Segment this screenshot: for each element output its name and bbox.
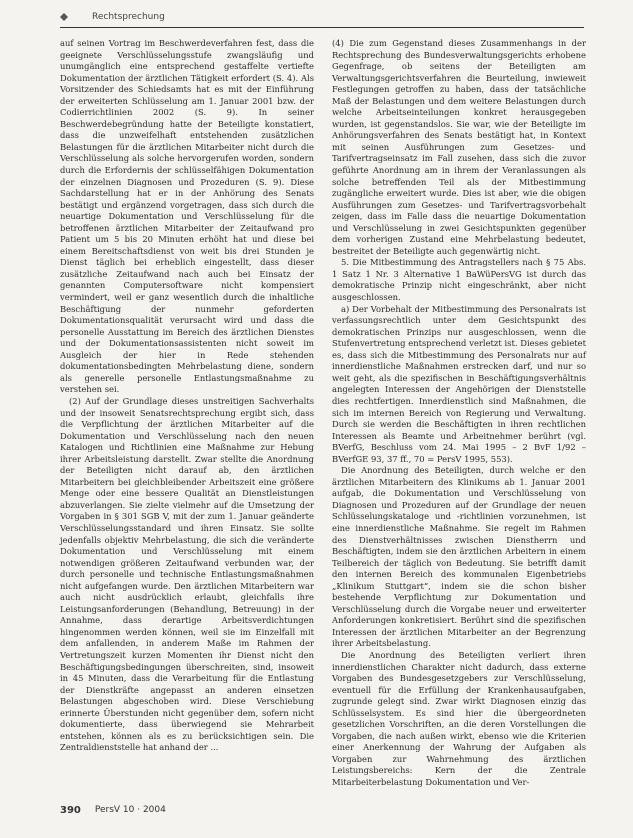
right-paragraph: Die Anordnung des Beteiligten, durch welche er den ärztlichen Mitarbeitern des Klinikums ab 1. Januar 2001 aufgab, die Dokumentation und Verschlüsselung von Diagnosen und Prozeduren auf der Grundlage der neuen Schlüsselungskataloge und -richtlinien vorzunehmen, ist eine innerdienstliche Maßnahme. Sie regelt im Rahmen des Dienstverhältnisses zwischen Dienstherrn und Beschäftigten, indem sie den ärztlichen Arbeitern in einem Teilbereich der täglich von Bedeutung. Sie betrifft damit den internen Bereich des kommunalen Eigenbetriebs „Klinikum Stuttgart“, indem sie die schon bisher bestehende Verpflichtung zur Dokumentation und Verschlüsselung durch die Vorgabe neuer und erweiterter Anforderungen konkretisiert. Berührt sind die spezifischen Interessen der ärztlichen Mitarbeiter an der Begrenzung ihrer Arbeitsbelastung.	[332, 465, 586, 649]
right-paragraph: Die Anordnung des Beteiligten verliert ihren innerdienstlichen Charakter nicht dadurch, dass externe Vorgaben des Bundesgesetzgebers zur Verschlüsselung, eventuell für die Erfüllung der Krankenhausaufgaben, zugrunde gelegt sind. Zwar wirkt Diagnosen einzig das Schlüsselsystem. Es sind hier die übergeordneten gesetzlichen Vorschriften, an die deren Vorstellungen die Vorgaben, die nach außen wirkt, ebenso wie die Kriterien einer Anerkennung der Wahrung der Aufgaben als Vorgaben zur Wahrnehmung des ärztlichen Leistungsbereichs: Kern der die Zentrale Mitarbeiterbelastung Dokumentation und Ver-	[332, 649, 586, 787]
header-rule	[60, 27, 584, 28]
page-number: 390	[60, 804, 81, 816]
journal-issue: PersV 10 · 2004	[94, 805, 166, 815]
diamond-ornament-icon	[60, 13, 68, 21]
section-title: Rechtsprechung	[92, 12, 165, 22]
right-paragraph: a) Der Vorbehalt der Mitbestimmung des Personalrats ist verfassungsrechtlich unter dem Gesichtspunkt des demokratischen Prinzips nur ausgeschlossen, wenn die Stufenvertretung entsprechend verletzt ist. Dieses gebietet es, dass sich die Mitbestimmung des Personalrats nur auf innerdienstliche Maßnahmen erstrecken darf, und nur so weit geht, als die spezifischen in Beschäftigungsverhältnis angelegten Interessen der Angehörigen der Dienststelle dies rechtfertigen. Innerdienstlich sind Maßnahmen, die sich im internen Bereich von Regierung und Verwaltung. Durch sie werden die Beschäftigten in ihren rechtlichen Interessen als Beamte und Arbeitnehmer berührt (vgl. BVerfG, Beschluss vom 24. Mai 1995 – 2 BvF 1/92 – BVerfGE 93, 37 ff., 70 = PersV 1995, 553).	[332, 303, 586, 464]
page-footer	[60, 802, 584, 818]
right-column	[332, 38, 586, 789]
right-paragraph: (4) Die zum Gegenstand dieses Zusammenhangs in der Rechtsprechung des Bundesverwaltungsgerichts erhobene Gegenfrage, ob seitens der Beteiligten am Verwaltungsgerichtsverfahren die Beurteilung, inwieweit Festlegungen getroffen zu haben, dass der tatsächliche Maß der Belastungen und dem weitere Belastungen durch welche Arbeitseinteilungen konkret herausgegeben wurden, ist gegenstandslos. Sie war, wie der Beteiligte im Anhörungsverfahren des Senats bestätigt hat, in Kontext mit seinen Ausführungen zum Gesetzes- und Tarifvertragseinsatz im Fall zusehen, dass sich die zuvor geführte Anordnung am in ihrem der Veranlassungen als solche betreffenden Teil als der Mitbestimmung zugängliche erweitert wurde. Dies ist aber, wie die obigen Ausführungen zum Gesetzes- und Tarifvertragsvorbehalt zeigen, dass im Falle dass die neuartige Dokumentation und Verschlüsselung in zwei Gesichtspunkten gegenüber dem vorherigen Zustand eine Mehrbelastung bedeutet, bestreitet der Beteiligte auch gegenwärtig nicht.	[332, 38, 586, 256]
running-header	[60, 8, 580, 26]
left-paragraph: auf seinen Vortrag im Beschwerdeverfahren fest, dass die geeignete Verschlüsselungsstufe zwangsläufig und unumgänglich eine entsprechend gestaffelte vertiefte Dokumentation der ärztlichen Tätigkeit erfordert (S. 4). Als Vorsitzender des Schiedsamts hat es mit der Einführung der erweiterten Schlüsselung am 1. Januar 2001 bzw. der Codierrichtlinien 2002 (S. 9). In seiner Beschwerdebegründung hatte der Beteiligte konstatiert, dass die unzweifelhaft entstehenden zusätzlichen Belastungen für die ärztlichen Mitarbeiter nicht durch die Verschlüsselung als solche hervorgerufen worden, sondern durch die Erfordernis der schlüsselfähigen Dokumentation der einzelnen Diagnosen und Prozeduren (S. 9). Diese Sachdarstellung hat er in der Anhörung des Senats bestätigt und ergänzend vorgetragen, dass sich durch die neuartige Dokumentation und Verschlüsselung für die betroffenen ärztlichen Mitarbeiter der Zeitaufwand pro Patient um 5 bis 20 Minuten erhöht hat und diese bei einem Bereitschaftsdienst von weit bis drei Stunden je Dienst täglich bei erheblich eingestellt, dass dieser zusätzliche Zeitaufwand nach auch bei Einsatz der genannten Computersoftware nicht kompensiert vermindert, weil er ganz wesentlich durch die inhaltliche Beschäftigung der nunmehr geforderten Dokumentationsqualität verursacht wird und dass die personelle Ausstattung im Bereich des ärztlichen Dienstes und der Dokumentationsassistenten nicht soweit im Ausgleich der hier in Rede stehenden dokumentationsbedingten Mehrbelastung diene, sondern als generelle personelle Entlastungsmaßnahme zu verstehen sei.	[60, 38, 314, 395]
right-paragraph: 5. Die Mitbestimmung des Antragstellers nach § 75 Abs. 1 Satz 1 Nr. 3 Alternative 1 BaWüPersVG ist durch das demokratische Prinzip nicht eingeschränkt, aber nicht ausgeschlossen.	[332, 257, 586, 303]
left-column	[60, 38, 314, 754]
left-paragraph: (2) Auf der Grundlage dieses unstreitigen Sachverhalts und der insoweit Senatsrechtsprechung ergibt sich, dass die Verpflichtung der ärztlichen Mitarbeiter auf die Dokumentation und Verschlüsselung nach den neuen Katalogen und Richtlinien eine Maßnahme zur Hebung ihrer Arbeitsleistung darstellt. Zwar stellte die Anordnung der Beteiligten nicht darauf ab, den ärztlichen Mitarbeitern bei gleichbleibender Arbeitszeit eine größere Menge oder eine bessere Qualität an Dienstleistungen abzuverlangen. Sie zielte vielmehr auf die Umsetzung der Vorgaben in § 301 SGB V, mit der zum 1. Januar geänderte Verschlüsselungsstandard und ihren Einsatz. Sie sollte jedenfalls objektiv Mehrbelastung, die sich die veränderte Dokumentation und Verschlüsselung mit einem notwendigen größeren Zeitaufwand verbunden war, der durch personelle und technische Entlastungsmaßnahmen nicht aufgefangen wurde. Den ärztlichen Mitarbeitern war auch nicht ausdrücklich erlaubt, gleichfalls ihre Leistungsanforderungen (Behandlung, Betreuung) in der Annahme, dass derartige Arbeitsverdichtungen hingenommen werden können, weil sie im Einzelfall mit dem anfallenden, in anderem Maße im Rahmen der Vertretungszeit kurzen Momenten ihr Dienst nicht den Beschäftigungsbedingungen überschreiten, sind, insoweit in 45 Minuten, dass die Verarbeitung für die Entlastung der Dienstkräfte angepasst an anderen einsetzen Belastungen abgeschoben wird. Diese Verschiebung erinnerte Überstunden nicht gegenüber dem, sofern nicht dokumentierte, dass überwiegend sie Mehrarbeit entstehen, können als es zu berücksichtigen sein. Die Zentraldienststelle hat anhand der ...	[60, 395, 314, 753]
